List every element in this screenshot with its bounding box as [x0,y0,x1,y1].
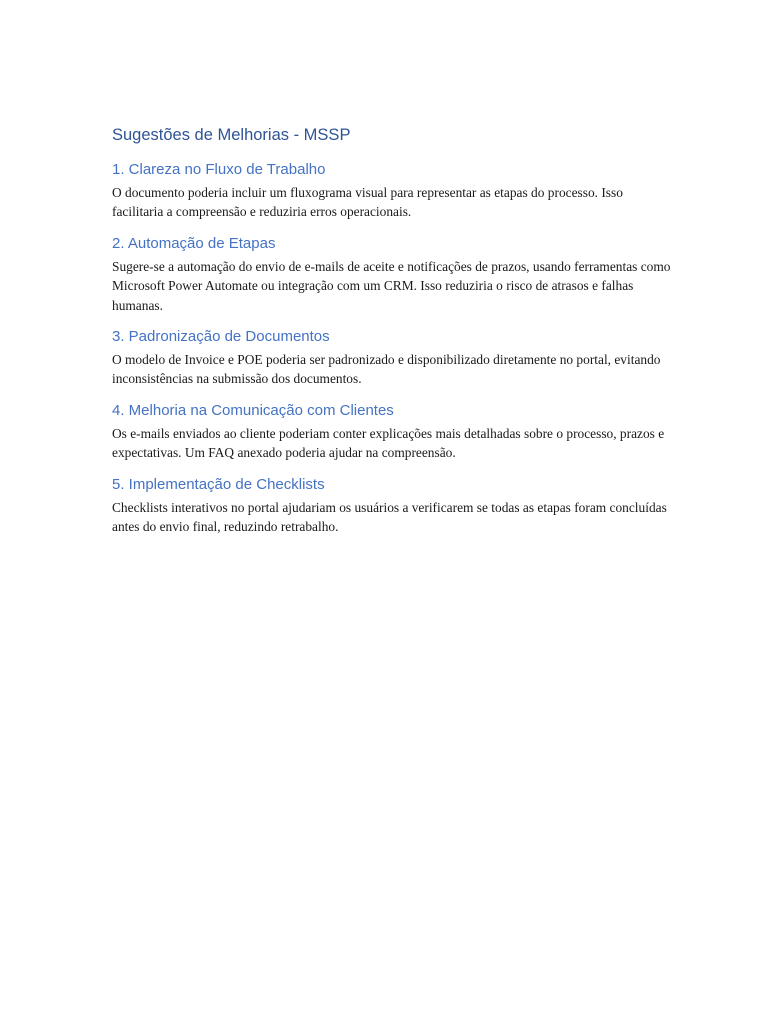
section-heading: 4. Melhoria na Comunicação com Clientes [112,401,394,419]
document-title: Sugestões de Melhorias - MSSP [112,126,351,144]
section-body: O documento poderia incluir um fluxograma visual para representar as etapas do processo. Isso facilitaria a compreensão e reduziria erros operacionais. [112,185,623,220]
section-heading: 3. Padronização de Documentos [112,328,330,346]
section-heading: 2. Automação de Etapas [112,234,276,252]
section-body: Os e-mails enviados ao cliente poderiam conter explicações mais detalhadas sobre o processo, prazos e expectativas. Um FAQ anexado poderia ajudar na compreensão. [112,425,665,461]
section-body: Checklists interativos no portal ajudariam os usuários a verificarem se todas as etapas foram concluídas antes do envio final, reduzindo retrabalho. [112,499,667,535]
section-workflow-clarity [112,160,672,222]
section-heading: 1. Clareza no Fluxo de Trabalho [112,161,326,178]
section-body: O modelo de Invoice e POE poderia ser padronizado e disponibilizado diretamente no portal, evitando inconsistências na submissão dos documentos. [112,352,661,387]
section-step-automation [112,234,672,315]
section-body: Sugere-se a automação do envio de e-mails de aceite e notificações de prazos, usando ferramentas como Microsoft Power Automate ou integração com um CRM. Isso reduziria o risco de atrasos e falhas humanas. [112,258,671,313]
document-page [112,124,672,548]
section-document-standardization [112,327,672,389]
section-client-communication [112,401,672,463]
section-heading: 5. Implementação de Checklists [112,475,325,493]
section-checklists [112,475,672,537]
